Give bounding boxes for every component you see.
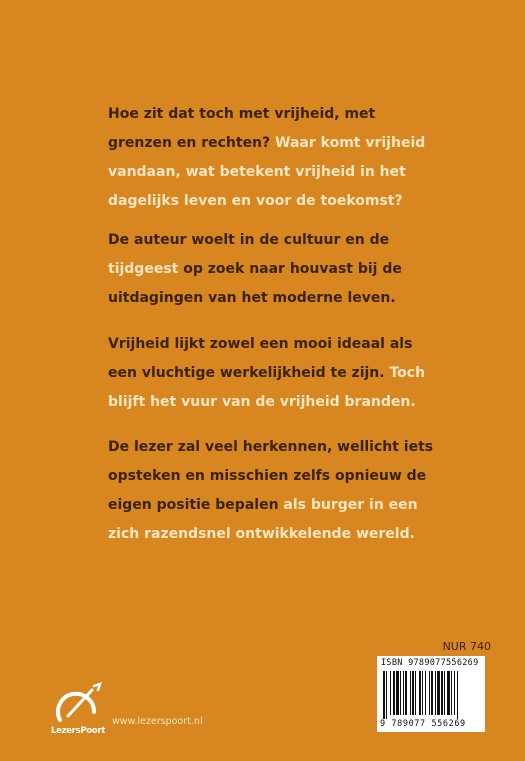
barcode-bar	[435, 671, 436, 715]
barcode-bar	[422, 671, 423, 715]
barcode-bar	[386, 671, 387, 719]
barcode-bar	[457, 671, 458, 719]
barcode-bar	[393, 671, 395, 715]
barcode-bar	[412, 671, 414, 715]
isbn-barcode	[377, 656, 485, 732]
publisher-name: LezersPoort	[50, 726, 105, 736]
barcode-bar	[400, 671, 401, 715]
publisher-logo-icon	[50, 682, 106, 728]
barcode-bar	[415, 671, 416, 715]
paragraph-4-light: als burger in een zich razendsnel ontwikkelende wereld.	[108, 497, 418, 542]
barcode-bar	[419, 671, 421, 715]
paragraph-1	[108, 100, 438, 216]
barcode-bar	[396, 671, 399, 715]
paragraph-2	[108, 226, 438, 313]
paragraph-3-light: Toch blijft het vuur van de vrijheid branden.	[108, 365, 426, 410]
barcode-bar	[410, 671, 411, 715]
publisher-website: www.lezerspoort.nl	[112, 716, 203, 727]
paragraph-4-dark: De lezer zal veel herkennen, wellicht iets opsteken en misschien zelfs opnieuw de eigen positie bepalen	[108, 439, 434, 513]
barcode-bar	[437, 671, 440, 715]
paragraph-3	[108, 330, 438, 417]
barcode-bar	[383, 671, 385, 719]
paragraph-2-dark: De auteur woelt in de cultuur en de	[108, 232, 390, 248]
barcode-bar	[390, 671, 391, 715]
barcode-bars	[381, 671, 481, 719]
barcode-bar	[444, 671, 445, 715]
barcode-bar	[405, 671, 407, 715]
barcode-bar	[451, 671, 452, 715]
paragraph-2-tail: op zoek naar houvast bij de uitdagingen van het moderne leven.	[108, 261, 402, 306]
nur-code: NUR 740	[442, 640, 491, 653]
barcode-bar	[447, 671, 450, 715]
barcode-bar	[441, 671, 443, 715]
isbn-text: ISBN 9789077556269	[381, 658, 479, 668]
paragraph-4	[108, 433, 438, 549]
barcode-bar	[431, 671, 433, 715]
barcode-digits: 9 789077 556269	[380, 719, 466, 729]
barcode-bar	[403, 671, 404, 715]
paragraph-2-light: tijdgeest	[108, 261, 179, 277]
publisher-logo	[50, 682, 105, 740]
paragraph-1-light: Waar komt vrijheid vandaan, wat betekent vrijheid in het dagelijks leven en voor de toekomst?	[108, 135, 426, 209]
paragraph-1-dark: Hoe zit dat toch met vrijheid, met grenzen en rechten?	[108, 106, 376, 151]
barcode-bar	[454, 671, 455, 715]
paragraph-3-dark: Vrijheid lijkt zowel een mooi ideaal als een vluchtige werkelijkheid te zijn.	[108, 336, 413, 381]
barcode-bar	[429, 671, 430, 715]
barcode-bar	[425, 671, 426, 715]
